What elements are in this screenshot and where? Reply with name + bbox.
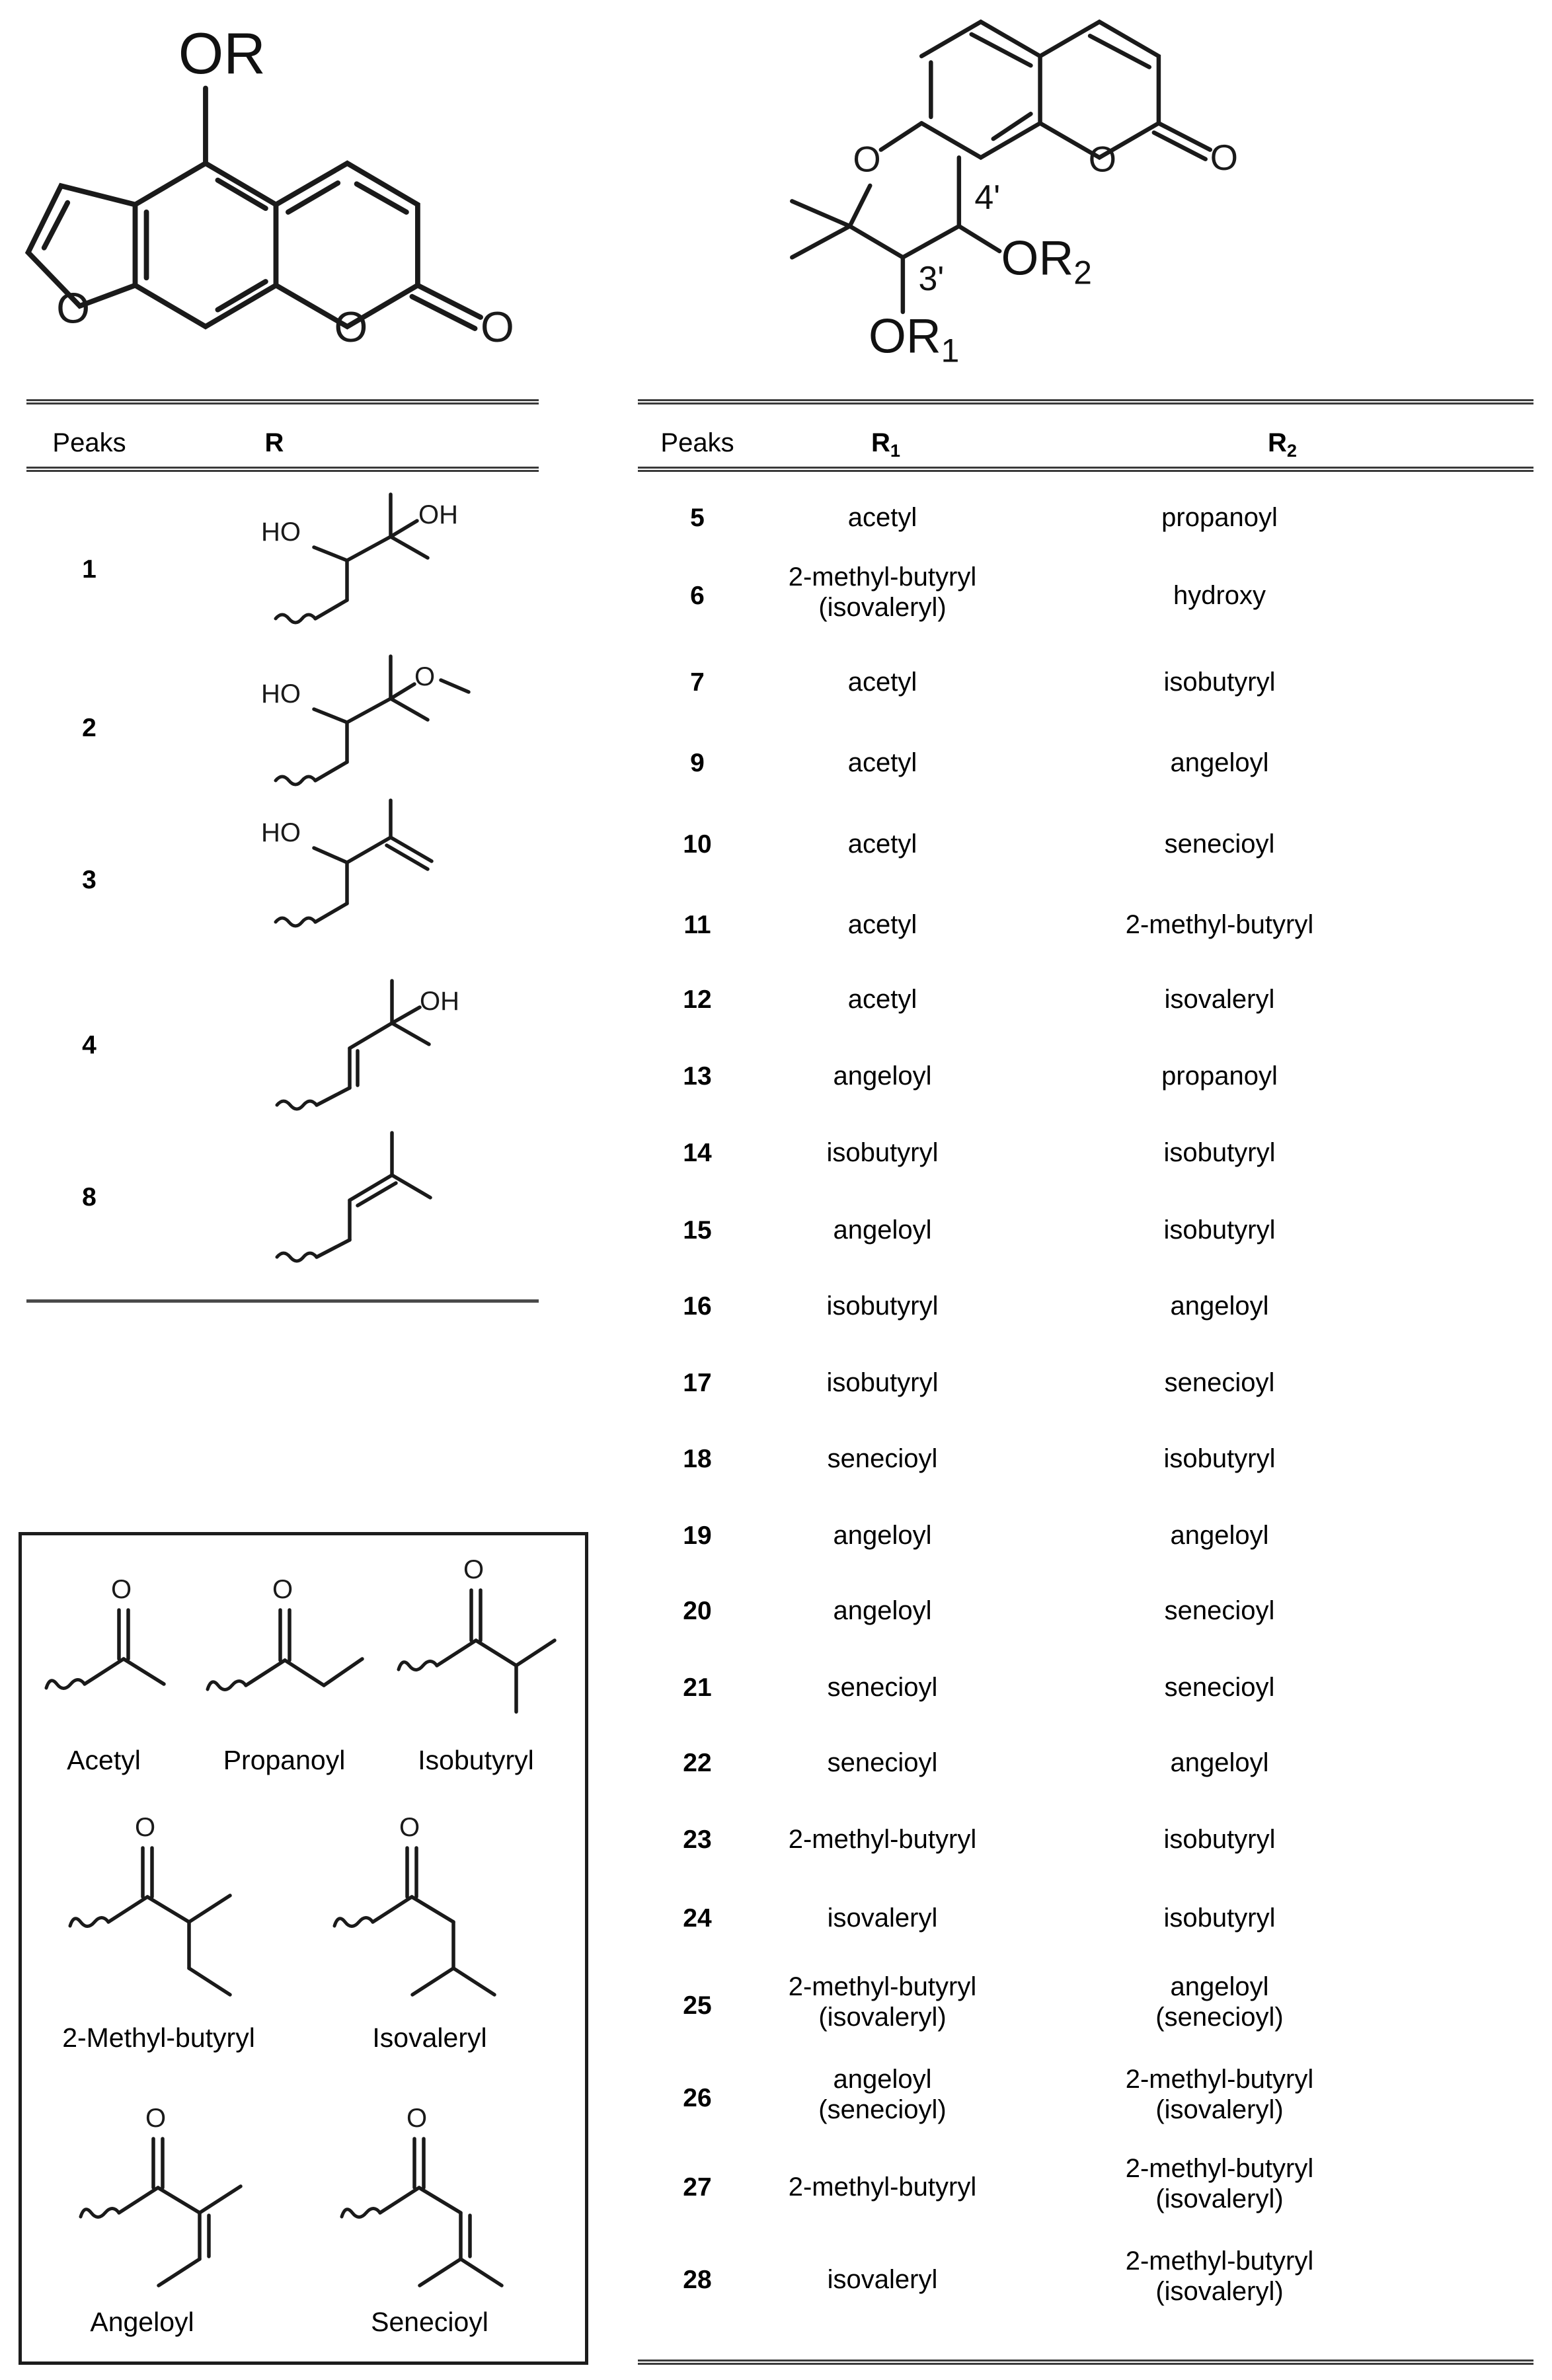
r1-value xyxy=(727,1137,1038,1168)
r2-value-alternate: (isovaleryl) xyxy=(1155,2095,1284,2124)
peak-number: 16 xyxy=(683,1292,712,1321)
r2-value-primary: 2-methyl-butyryl xyxy=(1125,910,1314,939)
hydroxyl-label: OH xyxy=(420,987,459,1016)
r2-value xyxy=(1064,667,1375,697)
peak-number: 8 xyxy=(82,1183,97,1211)
r1-value xyxy=(727,562,1038,623)
r1-value xyxy=(727,502,1038,533)
peak-number: 24 xyxy=(683,1904,712,1933)
r1-value xyxy=(727,984,1038,1015)
peak-number: 12 xyxy=(683,985,712,1014)
peak-number: 23 xyxy=(683,1825,712,1854)
r1-value-primary: acetyl xyxy=(847,748,917,777)
peak-number: 10 xyxy=(683,830,712,859)
r2-value xyxy=(1064,1137,1375,1168)
r2-value xyxy=(1064,1061,1375,1091)
peak-number: 19 xyxy=(683,1521,712,1550)
r2-value xyxy=(1064,1291,1375,1321)
lactone-oxygen-label-right: O xyxy=(1088,139,1116,180)
r1-value-alternate: (isovaleryl) xyxy=(818,2003,947,2032)
r2-value xyxy=(1064,829,1375,859)
r1-value xyxy=(727,2064,1038,2125)
r2-value xyxy=(1064,2064,1375,2125)
carbonyl-oxygen-label: O xyxy=(407,2104,428,2133)
r2-value xyxy=(1064,1595,1375,1626)
peak-number: 3 xyxy=(82,866,97,894)
r1-value xyxy=(727,1747,1038,1778)
r2-value-alternate: (isovaleryl) xyxy=(1155,2277,1284,2306)
r2-value-primary: angeloyl xyxy=(1170,1748,1269,1777)
legend-label-propanoyl: Propanoyl xyxy=(223,1745,346,1775)
r2-value-primary: angeloyl xyxy=(1170,748,1269,777)
peak-number: 9 xyxy=(690,749,705,777)
r1-value-primary: isobutyryl xyxy=(826,1138,939,1167)
peak-number: 6 xyxy=(690,582,705,610)
peak-number: 17 xyxy=(683,1369,712,1397)
r2-value-primary: 2-methyl-butyryl xyxy=(1125,2246,1314,2276)
r2-value-primary: isobutyryl xyxy=(1163,668,1276,697)
r2-value-primary: senecioyl xyxy=(1164,1368,1275,1397)
peak-number: 18 xyxy=(683,1445,712,1473)
r2-value-primary: isobutyryl xyxy=(1163,1903,1276,1933)
table-right-bottom-rule xyxy=(638,2360,1533,2361)
pyran-oxygen-label: O xyxy=(853,139,881,180)
r1-value-primary: acetyl xyxy=(847,829,917,859)
peak-number: 22 xyxy=(683,1749,712,1777)
peak-number: 14 xyxy=(683,1139,712,1167)
r2-value-alternate: (isovaleryl) xyxy=(1155,2184,1284,2213)
peak-number: 7 xyxy=(690,668,705,697)
carbonyl-oxygen-label: O xyxy=(463,1555,485,1584)
r1-value-primary: 2-methyl-butyryl xyxy=(788,562,977,592)
or1-label: OR1 xyxy=(868,309,960,369)
r1-value xyxy=(727,909,1038,940)
carbonyl-oxygen-label: O xyxy=(481,302,514,351)
r1-value-primary: isobutyryl xyxy=(826,1368,939,1397)
peak-number: 13 xyxy=(683,1062,712,1091)
or2-label: OR2 xyxy=(1001,231,1092,291)
or-label: OR xyxy=(178,20,266,86)
r2-value-primary: senecioyl xyxy=(1164,829,1275,859)
r1-value-primary: angeloyl xyxy=(833,1596,932,1625)
r1-value xyxy=(727,1903,1038,1933)
legend-label-angeloyl: Angeloyl xyxy=(90,2307,194,2337)
peak-number: 15 xyxy=(683,1216,712,1245)
r2-value-primary: 2-methyl-butyryl xyxy=(1125,2065,1314,2094)
r1-value-primary: angeloyl xyxy=(833,1061,932,1091)
r1-value xyxy=(727,2172,1038,2202)
r1-value-primary: senecioyl xyxy=(827,1673,938,1702)
peak-number: 5 xyxy=(690,504,705,532)
r2-value-primary: isobutyryl xyxy=(1163,1444,1276,1473)
hydroxyl-label-2: OH xyxy=(418,500,458,529)
r2-value-primary: angeloyl xyxy=(1170,1972,1269,2001)
r1-value xyxy=(727,2264,1038,2295)
r1-value-primary: angeloyl xyxy=(833,2065,932,2094)
peak-number: 4 xyxy=(82,1031,97,1059)
r1-value-primary: acetyl xyxy=(847,668,917,697)
r2-value xyxy=(1064,502,1375,533)
r1-value-primary: 2-methyl-butyryl xyxy=(788,1972,977,2001)
r2-value-primary: isobutyryl xyxy=(1163,1825,1276,1854)
r1-value xyxy=(727,829,1038,859)
r2-value xyxy=(1064,1367,1375,1398)
carbonyl-oxygen-label: O xyxy=(135,1813,156,1842)
r1-value xyxy=(727,667,1038,697)
carbonyl-oxygen-label: O xyxy=(111,1575,132,1604)
table-right-header-r2: $R_2$ xyxy=(1267,428,1297,461)
r1-value-primary: senecioyl xyxy=(827,1748,938,1777)
r1-value-primary: 2-methyl-butyryl xyxy=(788,2172,977,2202)
r1-value xyxy=(727,1672,1038,1703)
r2-value-primary: propanoyl xyxy=(1161,503,1278,532)
carbonyl-oxygen-label-right: O xyxy=(1210,137,1239,178)
r1-value-primary: angeloyl xyxy=(833,1521,932,1550)
r2-value-alternate: (senecioyl) xyxy=(1155,2003,1284,2032)
furan-oxygen-label: O xyxy=(56,284,91,332)
r2-value-primary: propanoyl xyxy=(1161,1061,1278,1091)
r1-value xyxy=(727,1367,1038,1398)
peak-number: 28 xyxy=(683,2266,712,2294)
peak-number: 2 xyxy=(82,714,97,742)
hydroxyl-label: HO xyxy=(261,518,301,547)
r1-value xyxy=(727,1520,1038,1551)
r2-value-primary: angeloyl xyxy=(1170,1291,1269,1321)
r1-value-primary: isovaleryl xyxy=(827,1903,938,1933)
table-right-header-r1: $R_1$ xyxy=(871,428,900,461)
r1-value-primary: angeloyl xyxy=(833,1215,932,1245)
r2-value-primary: angeloyl xyxy=(1170,1521,1269,1550)
hydroxyl-label: HO xyxy=(261,818,301,847)
legend-label-senecioyl: Senecioyl xyxy=(371,2307,488,2337)
r2-value xyxy=(1064,1972,1375,2032)
r1-value-primary: acetyl xyxy=(847,985,917,1014)
position-4prime-label: 4' xyxy=(974,178,1001,217)
carbonyl-oxygen-label: O xyxy=(145,2104,167,2133)
r2-value xyxy=(1064,580,1375,611)
peak-number: 11 xyxy=(683,911,711,939)
legend-label-2-methyl-butyryl: 2-Methyl-butyryl xyxy=(62,2022,255,2053)
hydroxyl-label: HO xyxy=(261,679,301,709)
table-right-header-rule xyxy=(638,467,1533,469)
legend-label-isobutyryl: Isobutyryl xyxy=(418,1745,534,1775)
r2-value-primary: hydroxy xyxy=(1173,581,1266,610)
table-right-top-rule xyxy=(638,399,1533,401)
r1-value xyxy=(727,1443,1038,1474)
r2-value-primary: isobutyryl xyxy=(1163,1215,1276,1245)
peak-number: 25 xyxy=(683,1991,712,2020)
r1-value-primary: acetyl xyxy=(847,910,917,939)
r1-value xyxy=(727,748,1038,778)
peak-number: 21 xyxy=(683,1673,712,1702)
peak-number: 1 xyxy=(82,555,97,584)
lactone-oxygen-label: O xyxy=(334,302,368,351)
r2-value xyxy=(1064,1215,1375,1245)
r2-value-primary: senecioyl xyxy=(1164,1673,1275,1702)
position-3prime-label: 3' xyxy=(918,259,945,298)
r2-value xyxy=(1064,1520,1375,1551)
r2-value xyxy=(1064,1747,1375,1778)
table-left-header-peaks: Peaks xyxy=(52,428,126,457)
r2-value xyxy=(1064,909,1375,940)
legend-label-isovaleryl: Isovaleryl xyxy=(372,2022,487,2053)
methoxy-oxygen-label: O xyxy=(414,662,436,691)
r2-value-primary: isovaleryl xyxy=(1164,985,1275,1014)
r2-value xyxy=(1064,748,1375,778)
r2-value xyxy=(1064,2153,1375,2214)
peak-number: 20 xyxy=(683,1597,712,1625)
r1-value xyxy=(727,1061,1038,1091)
table-left-header-r: R xyxy=(264,428,284,457)
r2-value xyxy=(1064,1672,1375,1703)
r1-value-alternate: (senecioyl) xyxy=(818,2095,947,2124)
r2-value xyxy=(1064,2246,1375,2307)
r1-value-primary: acetyl xyxy=(847,503,917,532)
r2-value xyxy=(1064,1903,1375,1933)
r1-value-primary: senecioyl xyxy=(827,1444,938,1473)
r1-value xyxy=(727,1291,1038,1321)
r2-value xyxy=(1064,984,1375,1015)
carbonyl-oxygen-label: O xyxy=(399,1813,420,1842)
r2-value-primary: 2-methyl-butyryl xyxy=(1125,2154,1314,2183)
r2-value-primary: isobutyryl xyxy=(1163,1138,1276,1167)
peak-number: 26 xyxy=(683,2084,712,2112)
r2-value-primary: senecioyl xyxy=(1164,1596,1275,1625)
r1-value-primary: isovaleryl xyxy=(827,2265,938,2294)
r1-value-alternate: (isovaleryl) xyxy=(818,593,947,622)
r1-value xyxy=(727,1824,1038,1855)
legend-label-acetyl: Acetyl xyxy=(67,1745,141,1775)
r2-value xyxy=(1064,1443,1375,1474)
r1-value xyxy=(727,1972,1038,2032)
r1-value-primary: isobutyryl xyxy=(826,1291,939,1321)
r1-value xyxy=(727,1595,1038,1626)
r2-value xyxy=(1064,1824,1375,1855)
r1-value-primary: 2-methyl-butyryl xyxy=(788,1825,977,1854)
r1-value xyxy=(727,1215,1038,1245)
table-right-header-peaks: Peaks xyxy=(660,428,734,457)
carbonyl-oxygen-label: O xyxy=(272,1575,293,1604)
peak-number: 27 xyxy=(683,2173,712,2202)
